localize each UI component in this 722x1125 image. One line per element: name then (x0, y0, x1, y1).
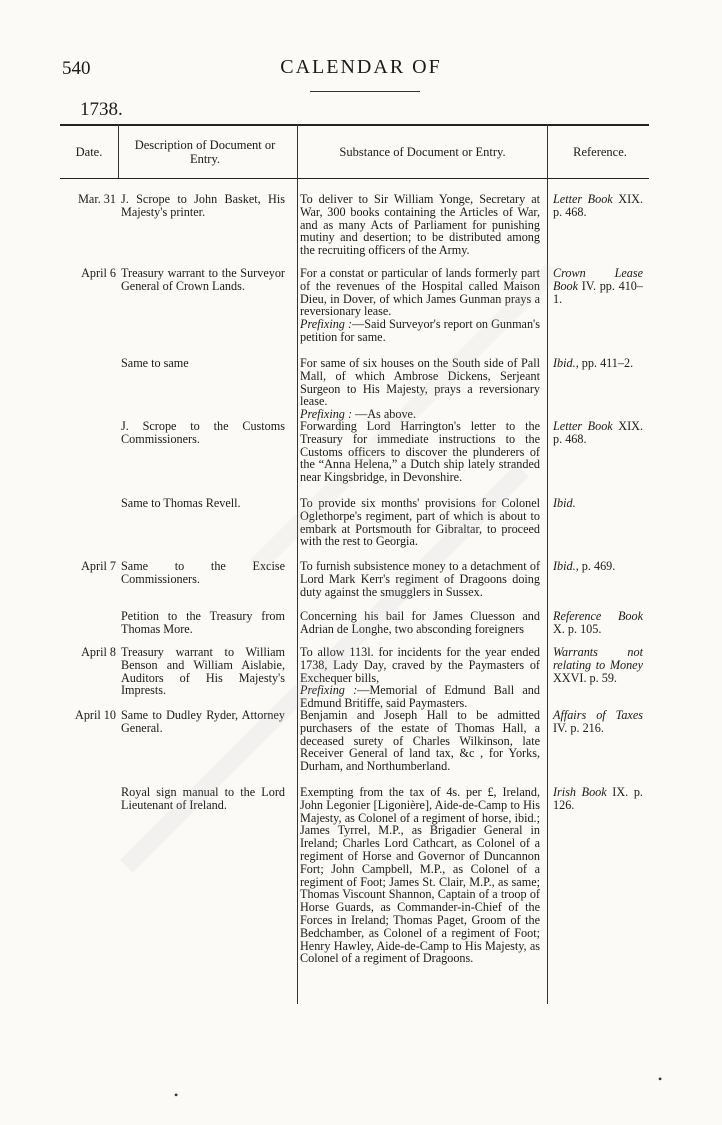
entry-date: April 10 (75, 708, 116, 722)
reference-volume: IX. p. 126. (553, 785, 643, 812)
entry-date: April 8 (81, 645, 116, 659)
entry-substance (300, 646, 540, 710)
substance-text: For same of six houses on the South side of Pall Mall, of which Ambrose Dickens, Serjeant Surgeon to His Majesty, prays a reversionary lease. (300, 356, 540, 409)
entry-date: April 7 (81, 559, 116, 573)
reference-volume: IV. pp. 410–1. (553, 278, 643, 306)
entry-date: Mar. 31 (78, 192, 116, 206)
reference-title: Ibid. (553, 559, 576, 573)
entry-reference (553, 497, 643, 510)
entry-reference (553, 267, 643, 305)
prefixing-label: Prefixing : (300, 407, 353, 422)
column-divider (297, 124, 298, 1004)
entry-description: Petition to the Treasury from Thomas More. (121, 609, 285, 636)
reference-title: Warrants not relating to Money (553, 645, 643, 672)
entry-description: Treasury warrant to the Surveyor General of Crown Lands. (121, 266, 285, 293)
entry-description: Same to Dudley Ryder, Attorney General. (121, 708, 285, 735)
entry-substance: Concerning his bail for James Cluesson and Adrian de Longhe, two absconding foreigners (300, 609, 540, 636)
entry-reference (553, 420, 643, 446)
prefixing-text: —Memorial of Edmund Ball and Edmund Britiffe, said Paymasters. (300, 683, 540, 711)
entry-description: Same to Thomas Revell. (121, 496, 241, 510)
entry-substance (300, 267, 540, 344)
entry-reference (553, 357, 643, 370)
reference-title: Crown Lease Book (553, 266, 643, 293)
stray-mark: • (658, 1072, 663, 1086)
header-substance: Substance of Document or Entry. (339, 145, 506, 159)
column-divider (118, 124, 119, 178)
entry-substance: To provide six months' provisions for Colonel Oglethorpe's regiment, part of which is about to embark at Portsmouth for Gibraltar, to proceed with the rest to Georgia. (300, 496, 540, 549)
reference-volume: , pp. 411–2. (575, 356, 634, 370)
entry-substance: Forwarding Lord Harrington's letter to the Treasury for immediate instructions to the Customs officers to discover the plunderers of the “Anna Helena,” a Dutch ship lately stranded near Kingsbridge, in Devonshire. (300, 419, 540, 485)
entry-date: April 6 (81, 266, 116, 280)
stray-mark: • (174, 1088, 179, 1102)
table-header-rule (60, 178, 649, 179)
header-description: Description of Document or Entry. (134, 138, 276, 166)
entry-reference (553, 193, 643, 219)
reference-title: Irish Book (553, 785, 607, 799)
reference-volume: XIX. p. 468. (553, 192, 643, 219)
entry-substance: Benjamin and Joseph Hall to be admitted purchasers of the estate of Thomas Hall, a deceased surety of Charles Wilkinson, late Receiver General of land tax, &c , for Yorks, Durham, and Northumberland. (300, 708, 540, 774)
reference-title: Ibid. (553, 496, 576, 510)
reference-title: Letter Book (553, 192, 613, 206)
substance-text: To allow 113l. for incidents for the year ended 1738, Lady Day, craved by the Paymasters of Exchequer bills, (300, 645, 540, 685)
prefixing-text: —Said Surveyor's report on Gunman's petition for same. (300, 317, 540, 344)
header-reference: Reference. (573, 145, 627, 159)
entry-substance: Exempting from the tax of 4s. per £, Ireland, John Legonier [Ligonière], Aide-de-Camp to His Majesty, as Colonel of a regiment of horse, ibid.; James Tyrrel, M.P., as Brigadier General in Ireland; Charles Lord Cathcart, as Colonel of a regiment of Horse and Governor of Duncannon Fort; John Campbell, M.P., as Colonel of a regiment of Foot; James St. Clair, M.P., as same; Thomas Viscount Shannon, Captain of a troop of Horse Guards, as Commander-in-Chief of the Forces in Ireland; Thomas Paget, Groom of the Bedchamber, as Colonel of a regiment of Foot; Henry Hawley, Aide-de-Camp to His Majesty, as Colonel of a regiment of Dragoons. (300, 785, 540, 966)
table-top-rule (60, 124, 649, 126)
reference-volume: XXVI. p. 59. (553, 670, 617, 685)
entry-reference (553, 610, 643, 636)
entry-description: Treasury warrant to William Benson and William Aislabie, Auditors of His Majesty's Imprests. (121, 645, 285, 698)
reference-title: Letter Book (553, 419, 613, 433)
entry-substance: To deliver to Sir William Yonge, Secretary at War, 300 books containing the Articles of War, and as many Acts of Parliament for punishing mutiny and desertion; to be distributed among the recruiting officers of the Army. (300, 192, 540, 258)
running-head: CALENDAR OF (280, 56, 442, 78)
reference-volume: XIX. p. 468. (553, 419, 643, 446)
prefixing-text: —As above. (352, 407, 416, 422)
entry-substance: To furnish subsistence money to a detachment of Lord Mark Kerr's regiment of Dragoons doing duty against the smugglers in Sussex. (300, 559, 540, 599)
reference-title: Ibid. (553, 356, 576, 370)
entry-reference (553, 646, 643, 684)
entry-substance (300, 357, 540, 421)
substance-text: For a constat or particular of lands formerly part of the revenues of the Hospital called Maison Dieu, in Dover, of which James Gunman prays a reversionary lease. (300, 266, 540, 319)
entry-description: Same to same (121, 356, 189, 370)
prefixing-label: Prefixing : (300, 317, 353, 332)
column-divider (547, 124, 548, 1004)
reference-volume: , p. 469. (575, 559, 616, 573)
entry-reference (553, 786, 643, 812)
reference-volume: IV. p. 216. (553, 720, 604, 735)
page-number: 540 (62, 58, 91, 79)
entry-reference (553, 560, 643, 573)
header-date: Date. (75, 145, 103, 159)
entry-reference (553, 709, 643, 735)
year-heading: 1738. (80, 99, 123, 120)
reference-volume: X. p. 105. (553, 621, 602, 636)
prefixing-label: Prefixing : (300, 683, 358, 698)
entry-description: J. Scrope to the Customs Commissioners. (121, 419, 285, 446)
reference-title: Reference Book (553, 609, 643, 623)
entry-description: J. Scrope to John Basket, His Majesty's printer. (121, 192, 285, 219)
head-rule (310, 91, 420, 92)
reference-title: Affairs of Taxes (553, 708, 643, 722)
entry-description: Same to the Excise Commissioners. (121, 559, 285, 586)
entry-description: Royal sign manual to the Lord Lieutenant of Ireland. (121, 785, 285, 812)
